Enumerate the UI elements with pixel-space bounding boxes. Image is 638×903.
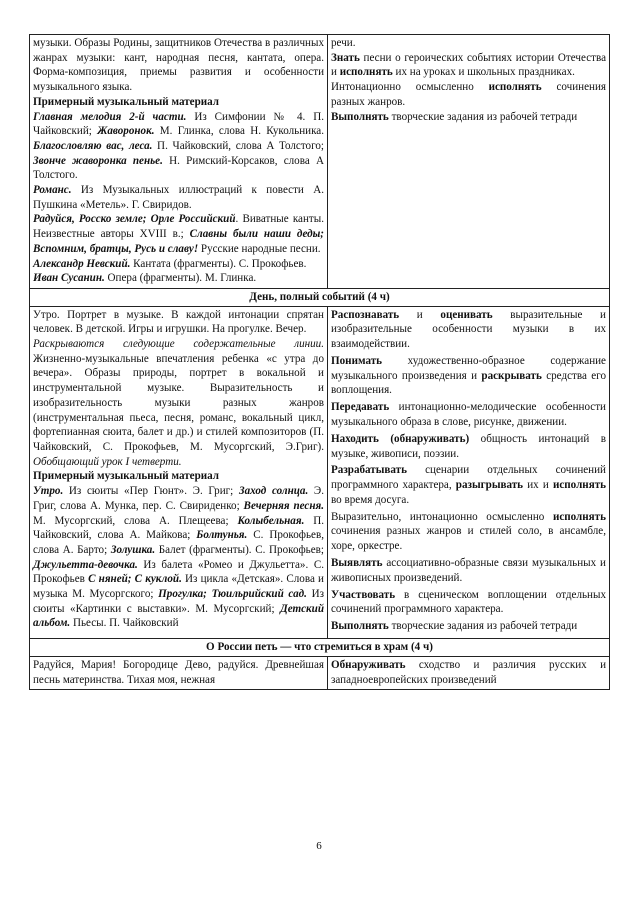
paragraph: Разрабатывать сценарии отдельных сочинений программного характера, разыгрывать их и исполнять во время досуга. [331, 464, 607, 506]
subheading: Примерный музыкальный материал [33, 470, 220, 483]
paragraph: Передавать интонационно-мелодические особенности музыкального образа в слове, рисунке, движении. [331, 401, 606, 428]
content-cell [30, 656, 328, 689]
content-cell [30, 35, 328, 289]
paragraph: Радуйся, Росско земле; Орле Российский. Виватные канты. Неизвестные авторы XVIII в.; Славны были наши деды; Вспомним, братцы, Русь и славу! Русские народные песни. [33, 213, 324, 255]
table-row [30, 656, 610, 689]
paragraph: музыки. Образы Родины, защитников Отечества в различных жанрах музыки: кант, народная песня, кантата, опера. Форма-композиция, приемы развития и особенности музыкального языка. [33, 37, 324, 94]
paragraph: речи. [331, 37, 356, 49]
activity-cell [328, 306, 610, 638]
paragraph: Интонационно осмысленно исполнять сочинения разных жанров. [331, 81, 606, 108]
paragraph: Выявлять ассоциативно-образные связи музыкальных и живописных произведений. [331, 557, 606, 584]
activity-cell [328, 35, 610, 289]
paragraph: Участвовать в сценическом воплощении отдельных сочинений программного характера. [331, 588, 606, 616]
activity-cell [328, 656, 610, 689]
table-row [30, 35, 610, 289]
table-row [30, 639, 610, 657]
paragraph: Главная мелодия 2-й части. Из Симфонии № 4. П. Чайковский; Жаворонок. М. Глинка, слова Н. Кукольника. Благословляю вас, леса. П. Чайковский, слова А Толстого; Звонче жаворонка пенье. Н. Римский-Корсаков, слова А Толстого. [33, 110, 324, 182]
table-row [30, 288, 610, 306]
paragraph: Обнаруживать сходство и различия русских и западноевропейских произведений [331, 658, 606, 686]
paragraph: Выполнять творческие задания из рабочей тетради [331, 620, 578, 633]
section-heading: О России петь — что стремиться в храм (4 ч) [30, 639, 610, 657]
curriculum-table [29, 34, 610, 690]
section-heading: День, полный событий (4 ч) [30, 288, 610, 306]
paragraph: Понимать художественно-образное содержание музыкального произведения и раскрывать средства его воплощения. [331, 354, 606, 397]
paragraph: Распознавать и оценивать выразительные и изобразительные особенности музыки в их взаимодействии. [331, 308, 606, 351]
paragraph: Утро. Из сюиты «Пер Гюнт». Э. Григ; Заход солнца. Э. Григ, слова А. Мунка, пер. С. Свириденко; Вечерняя песня. М. Мусоргский, слова А. Плещеева; Колыбельная. П. Чайковский, слова А. Майкова; Болтунья. С. Прокофьев, слова А. Барто; Золушка. Балет (фрагменты). С. Прокофьев; Джульетта-девочка. Из балета «Ромео и Джульетта». С. Прокофьев С няней; С куклой. Из цикла «Детская». Слова и музыка М. Мусоргского; Прогулка; Тюильрийский сад. Из сюиты «Картинки с выставки». М. Мусоргский; Детский альбом. Пьесы. П. Чайковский [33, 485, 325, 630]
paragraph: Радуйся, Мария! Богородице Дево, радуйся. Древнейшая песнь материнства. Тихая моя, нежная [33, 658, 324, 686]
paragraph: Выполнять творческие задания из рабочей тетради [331, 110, 578, 123]
paragraph: Иван Сусанин. Опера (фрагменты). М. Глинка. [33, 272, 257, 285]
paragraph: Романс. Из Музыкальных иллюстраций к повести А. Пушкина «Метель». Г. Свиридов. [33, 184, 324, 211]
paragraph: Раскрываются следующие содержательные линии. Жизненно-музыкальные впечатления ребенка «с утра до вечера». Образы природы, портрет в вокальной и инструментальной музыке. Выразительность и изобразительность музыки разных жанров (инструментальная пьеса, песня, романс, вокальный цикл, фортепианная сюита, балет и др.) и стилей композиторов (П. Чайковский, С. Прокофьев, М. Мусоргский, Э.Григ). Обобщающий урок I четверти. [33, 338, 324, 468]
paragraph: Находить (обнаруживать) общность интонаций в музыке, живописи, поэзии. [331, 432, 606, 460]
page-number: 6 [316, 840, 322, 852]
subheading: Примерный музыкальный материал [33, 95, 220, 108]
table-row [30, 306, 610, 638]
paragraph: Выразительно, интонационно осмысленно исполнять сочинения разных жанров и стилей соло, в ансамбле, хоре, оркестре. [331, 510, 606, 553]
paragraph: Александр Невский. Кантата (фрагменты). С. Прокофьев. [33, 257, 307, 270]
paragraph: Знать песни о героических событиях истории Отечества и исполнять их на уроках и школьных праздниках. [331, 51, 606, 79]
content-cell [30, 306, 328, 638]
paragraph: Утро. Портрет в музыке. В каждой интонации спрятан человек. В детской. Игры и игрушки. На прогулке. Вечер. [33, 308, 324, 336]
